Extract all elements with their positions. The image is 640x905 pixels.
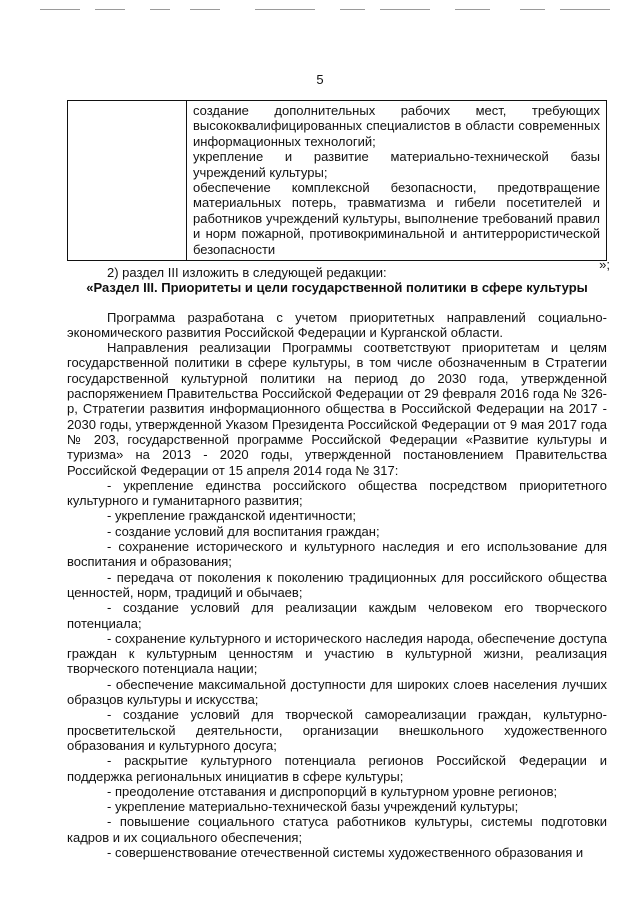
amendment-instruction: 2) раздел III изложить в следующей редакции: [107,265,387,280]
list-item: - укрепление материально-технической базы учреждений культуры; [107,799,519,815]
list-item: - укрепление единства российского общества посредством приоритетного культурного и гуманитарного развития; [67,477,607,509]
list-item: - раскрытие культурного потенциала регионов Российской Федерации и поддержка региональных инициатив в сфере культуры; [67,753,607,784]
table-empty-cell [68,101,187,261]
list-item: - создание условий для реализации каждым человеком его творческого потенциала; [67,600,607,631]
list-item: - создание условий для воспитания граждан; [107,523,380,539]
scan-edge-artifact [0,0,640,16]
list-item: - сохранение культурного и исторического наследия народа, обеспечение доступа граждан к культурным ценностям и участию в культурной жизни, реализация творческого потенциала нации; [67,630,607,677]
continuation-table [67,100,607,261]
list-item: - сохранение исторического и культурного наследия и его использование для воспитания и образования; [67,539,607,570]
section-heading: «Раздел III. Приоритеты и цели государственной политики в сфере культуры [86,280,588,296]
table-item: укрепление и развитие материально-технической базы учреждений культуры; [193,149,600,180]
list-item: - создание условий для творческой самореализации граждан, культурно-просветительской деятельности, организации внешкольного художественного образования и культурного досуга; [67,707,607,753]
list-item: - обеспечение максимальной доступности для широких слоев населения лучших образцов культуры и искусства; [67,676,607,708]
list-item: - передача от поколения к поколению традиционных для российского общества ценностей, норм, традиций и обычаев; [67,569,607,600]
table-row [68,101,607,261]
body-text [67,265,607,860]
table-item: обеспечение комплексной безопасности, предотвращение материальных потерь, травматизма и гибели посетителей и работников учреждений культуры, выполнение требований правил и норм пожарной, противокриминальной и антитеррористической безопасности [193,180,600,257]
list-item: - повышение социального статуса работников культуры, системы подготовки кадров и их социального обеспечения; [67,814,607,845]
list-item: - совершенствование отечественной системы художественного образования и [107,844,584,860]
page-number: 5 [316,72,324,87]
paragraph: Программа разработана с учетом приоритетных направлений социально-экономического развития Российской Федерации и Курганской области. [67,309,607,340]
list-item: - укрепление гражданской идентичности; [107,508,357,524]
paragraph: Направления реализации Программы соответствуют приоритетам и целям государственной политики в сфере культуры, в том числе обозначенным в Стратегии государственной культурной политики на период до 2030 года, утвержденной распоряжением Правительства Российской Федерации от 29 февраля 2016 года № 326-р, Стратегии развития информационного общества в Российской Федерации на 2017 - 2030 годы, утвержденной Указом Президента Российской Федерации от 9 мая 2017 года № 203, государственной программе Российской Федерации «Развитие культуры и туризма» на 2013 - 2020 годы, утвержденной постановлением Правительства Российской Федерации от 15 апреля 2014 года № 317: [67,340,607,478]
list-item: - преодоление отставания и диспропорций в культурном уровне регионов; [107,783,558,799]
closing-quote: »; [599,257,610,272]
table-text-cell [187,101,607,261]
table-item: создание дополнительных рабочих мест, требующих высококвалифицированных специалистов в области современных информационных технологий; [193,103,600,149]
